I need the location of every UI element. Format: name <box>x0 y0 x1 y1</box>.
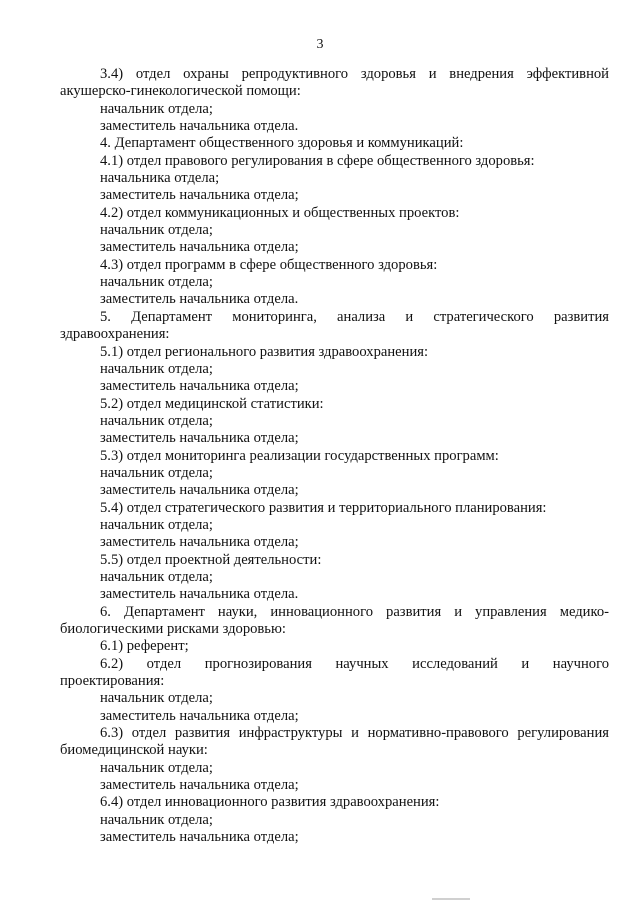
text-line: начальника отдела; <box>100 170 220 187</box>
text-line: заместитель начальника отдела. <box>100 291 299 308</box>
text-line: 5.3) отдел мониторинга реализации государственных программ: <box>100 447 499 464</box>
text-line: проектирования: <box>60 673 165 690</box>
text-line: начальник отдела; <box>100 811 213 828</box>
text-line: заместитель начальника отдела; <box>100 829 299 846</box>
text-line: заместитель начальника отдела; <box>100 777 299 794</box>
text-line: 6. Департамент науки, инновационного развития и управления медико- <box>100 603 609 620</box>
text-line: 4.3) отдел программ в сфере общественного здоровья: <box>100 256 438 273</box>
text-line: 5.4) отдел стратегического развития и территориального планирования: <box>100 499 547 516</box>
text-line: начальник отдела; <box>100 759 213 776</box>
text-line: заместитель начальника отдела. <box>100 586 299 603</box>
text-line: заместитель начальника отдела; <box>100 378 299 395</box>
text-line: заместитель начальника отдела; <box>100 430 299 447</box>
text-line: заместитель начальника отдела; <box>100 187 299 204</box>
text-line: 6.4) отдел инновационного развития здравоохранения: <box>100 794 440 811</box>
text-line: 3.4) отдел охраны репродуктивного здоровья и внедрения эффективной <box>100 66 609 82</box>
text-line: 4.1) отдел правового регулирования в сфере общественного здоровья: <box>100 152 535 169</box>
text-line: биологическими рисками здоровью: <box>60 621 286 637</box>
document-body <box>60 66 609 846</box>
text-line: заместитель начальника отдела. <box>100 118 299 135</box>
text-line: начальник отдела; <box>100 100 213 117</box>
text-line: начальник отдела; <box>100 360 213 377</box>
scan-artifact <box>432 898 470 900</box>
text-line: 5.1) отдел регионального развития здравоохранения: <box>100 343 429 360</box>
text-line: 4.2) отдел коммуникационных и общественных проектов: <box>100 204 460 221</box>
text-line: 4. Департамент общественного здоровья и коммуникаций: <box>100 135 464 152</box>
text-line: 5.5) отдел проектной деятельности: <box>100 551 322 568</box>
text-line: начальник отдела; <box>100 274 213 291</box>
text-line: начальник отдела; <box>100 690 213 707</box>
text-line: начальник отдела; <box>100 464 213 481</box>
page-number: 3 <box>316 37 324 52</box>
text-line: заместитель начальника отдела; <box>100 482 299 499</box>
text-line: 6.3) отдел развития инфраструктуры и нормативно-правового регулирования <box>100 725 609 742</box>
text-line: начальник отдела; <box>100 516 213 533</box>
text-line: 5.2) отдел медицинской статистики: <box>100 395 324 412</box>
text-line: заместитель начальника отдела; <box>100 534 299 551</box>
text-line: 5. Департамент мониторинга, анализа и стратегического развития <box>100 308 609 325</box>
text-line: 6.1) референт; <box>100 638 189 655</box>
text-line: начальник отдела; <box>100 412 213 429</box>
text-line: заместитель начальника отдела; <box>100 707 299 724</box>
text-line: заместитель начальника отдела; <box>100 239 299 256</box>
text-line: здравоохранения: <box>60 326 170 343</box>
text-line: акушерско-гинекологической помощи: <box>60 83 301 100</box>
text-line: начальник отдела; <box>100 568 213 585</box>
text-line: биомедицинской науки: <box>60 742 208 759</box>
text-line: 6.2) отдел прогнозирования научных исследований и научного <box>100 655 609 672</box>
text-line: начальник отдела; <box>100 222 213 239</box>
